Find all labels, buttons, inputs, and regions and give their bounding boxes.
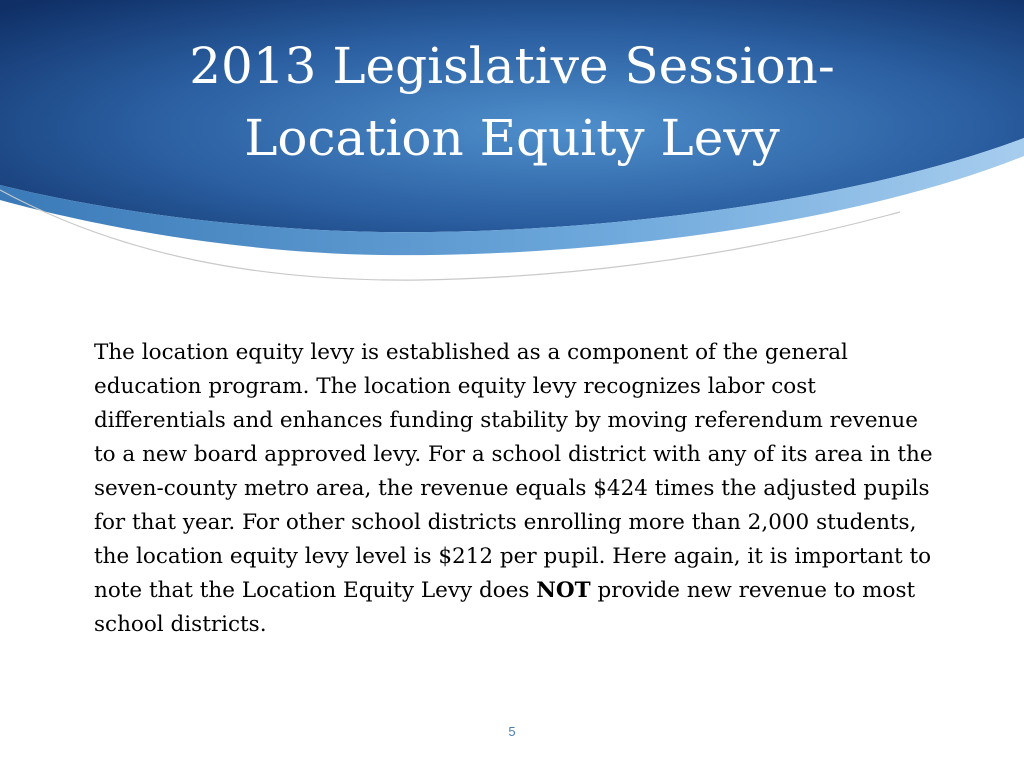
body-emphasis: NOT xyxy=(536,578,591,603)
body-paragraph xyxy=(94,336,944,642)
body-text-part-1: The location equity levy is established as a component of the general education program. The location equity levy recognizes labor cost differentials and enhances funding stability by moving referendum revenue to a new board approved levy. For a school district with any of its area in the seven-county metro area, the revenue equals $424 times the adjusted pupils for that year. For other school districts enrolling more than 2,000 students, the location equity levy level is $212 per pupil. Here again, it is important to note that the Location Equity Levy does xyxy=(94,340,933,603)
slide-title xyxy=(0,30,1024,174)
title-line-1: 2013 Legislative Session- xyxy=(189,37,835,95)
body-text-part-2: provide new revenue to most school districts. xyxy=(94,578,916,637)
page-number: 5 xyxy=(508,724,516,739)
title-line-2: Location Equity Levy xyxy=(244,109,780,167)
